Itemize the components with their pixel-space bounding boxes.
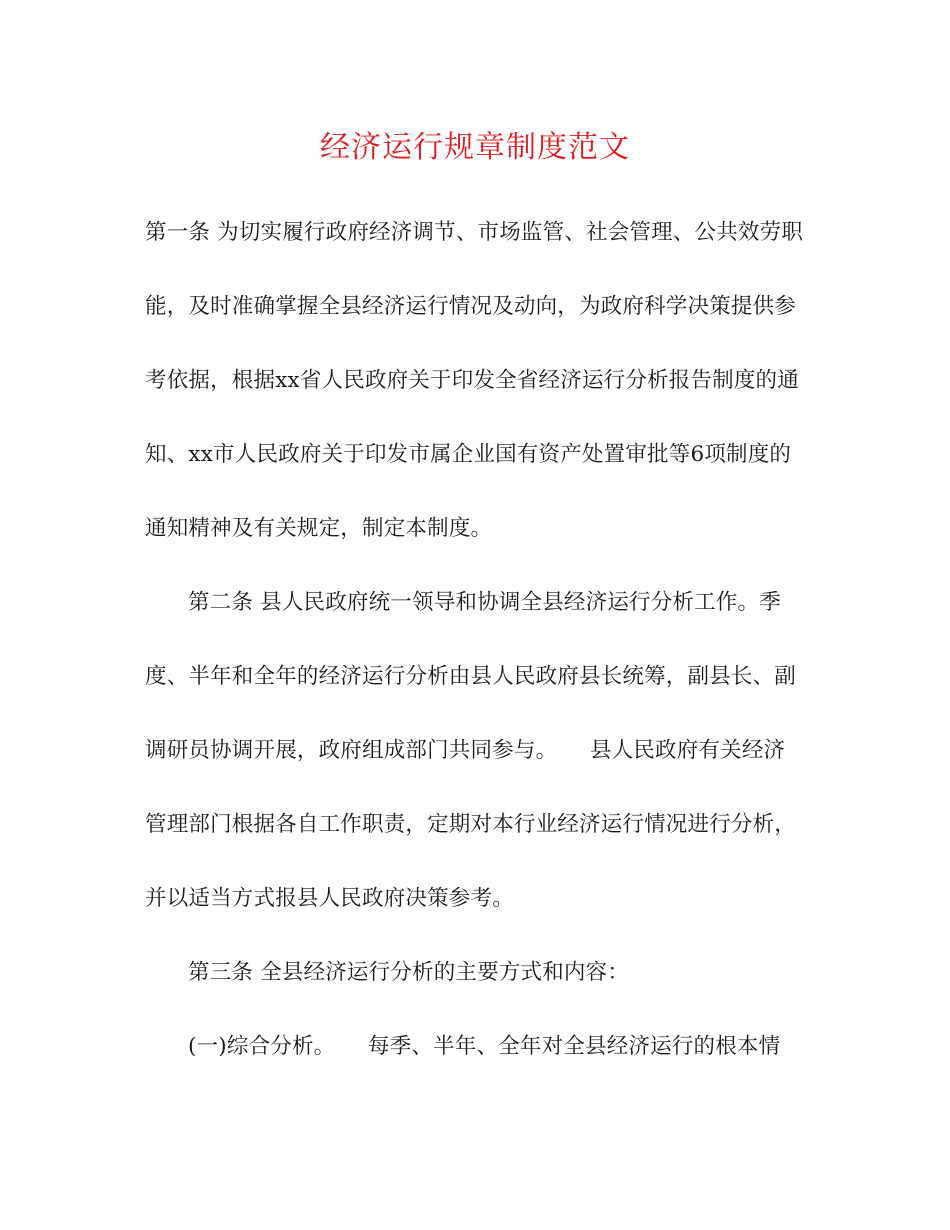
- paragraph-line: 考依据，根据xx省人民政府关于印发全省经济运行分析报告制度的通: [145, 368, 799, 393]
- paragraph-line: 管理部门根据各自工作职责，定期对本行业经济运行情况进行分析，: [145, 812, 797, 837]
- paragraph-line: 知、xx市人民政府关于印发市属企业国有资产处置审批等6项制度的: [145, 442, 792, 467]
- paragraph-line: 第三条 全县经济运行分析的主要方式和内容：: [188, 960, 630, 985]
- paragraph-line: 通知精神及有关规定，制定本制度。: [145, 516, 493, 541]
- paragraph-line: 第二条 县人民政府统一领导和协调全县经济运行分析工作。季: [188, 590, 781, 615]
- paragraph-line: 度、半年和全年的经济运行分析由县人民政府县长统筹，副县长、副: [145, 664, 797, 689]
- paragraph-line: 并以适当方式报县人民政府决策参考。: [145, 886, 514, 911]
- paragraph-line: 第一条 为切实履行政府经济调节、市场监管、社会管理、公共效劳职: [145, 220, 804, 245]
- paragraph-line: (一)综合分析。 每季、半年、全年对全县经济运行的根本情: [188, 1034, 781, 1059]
- paragraph-line: 调研员协调开展，政府组成部门共同参与。 县人民政府有关经济: [145, 738, 786, 763]
- paragraph-line: 能，及时准确掌握全县经济运行情况及动向，为政府科学决策提供参: [145, 294, 797, 319]
- document-title: 经济运行规章制度范文: [320, 130, 630, 165]
